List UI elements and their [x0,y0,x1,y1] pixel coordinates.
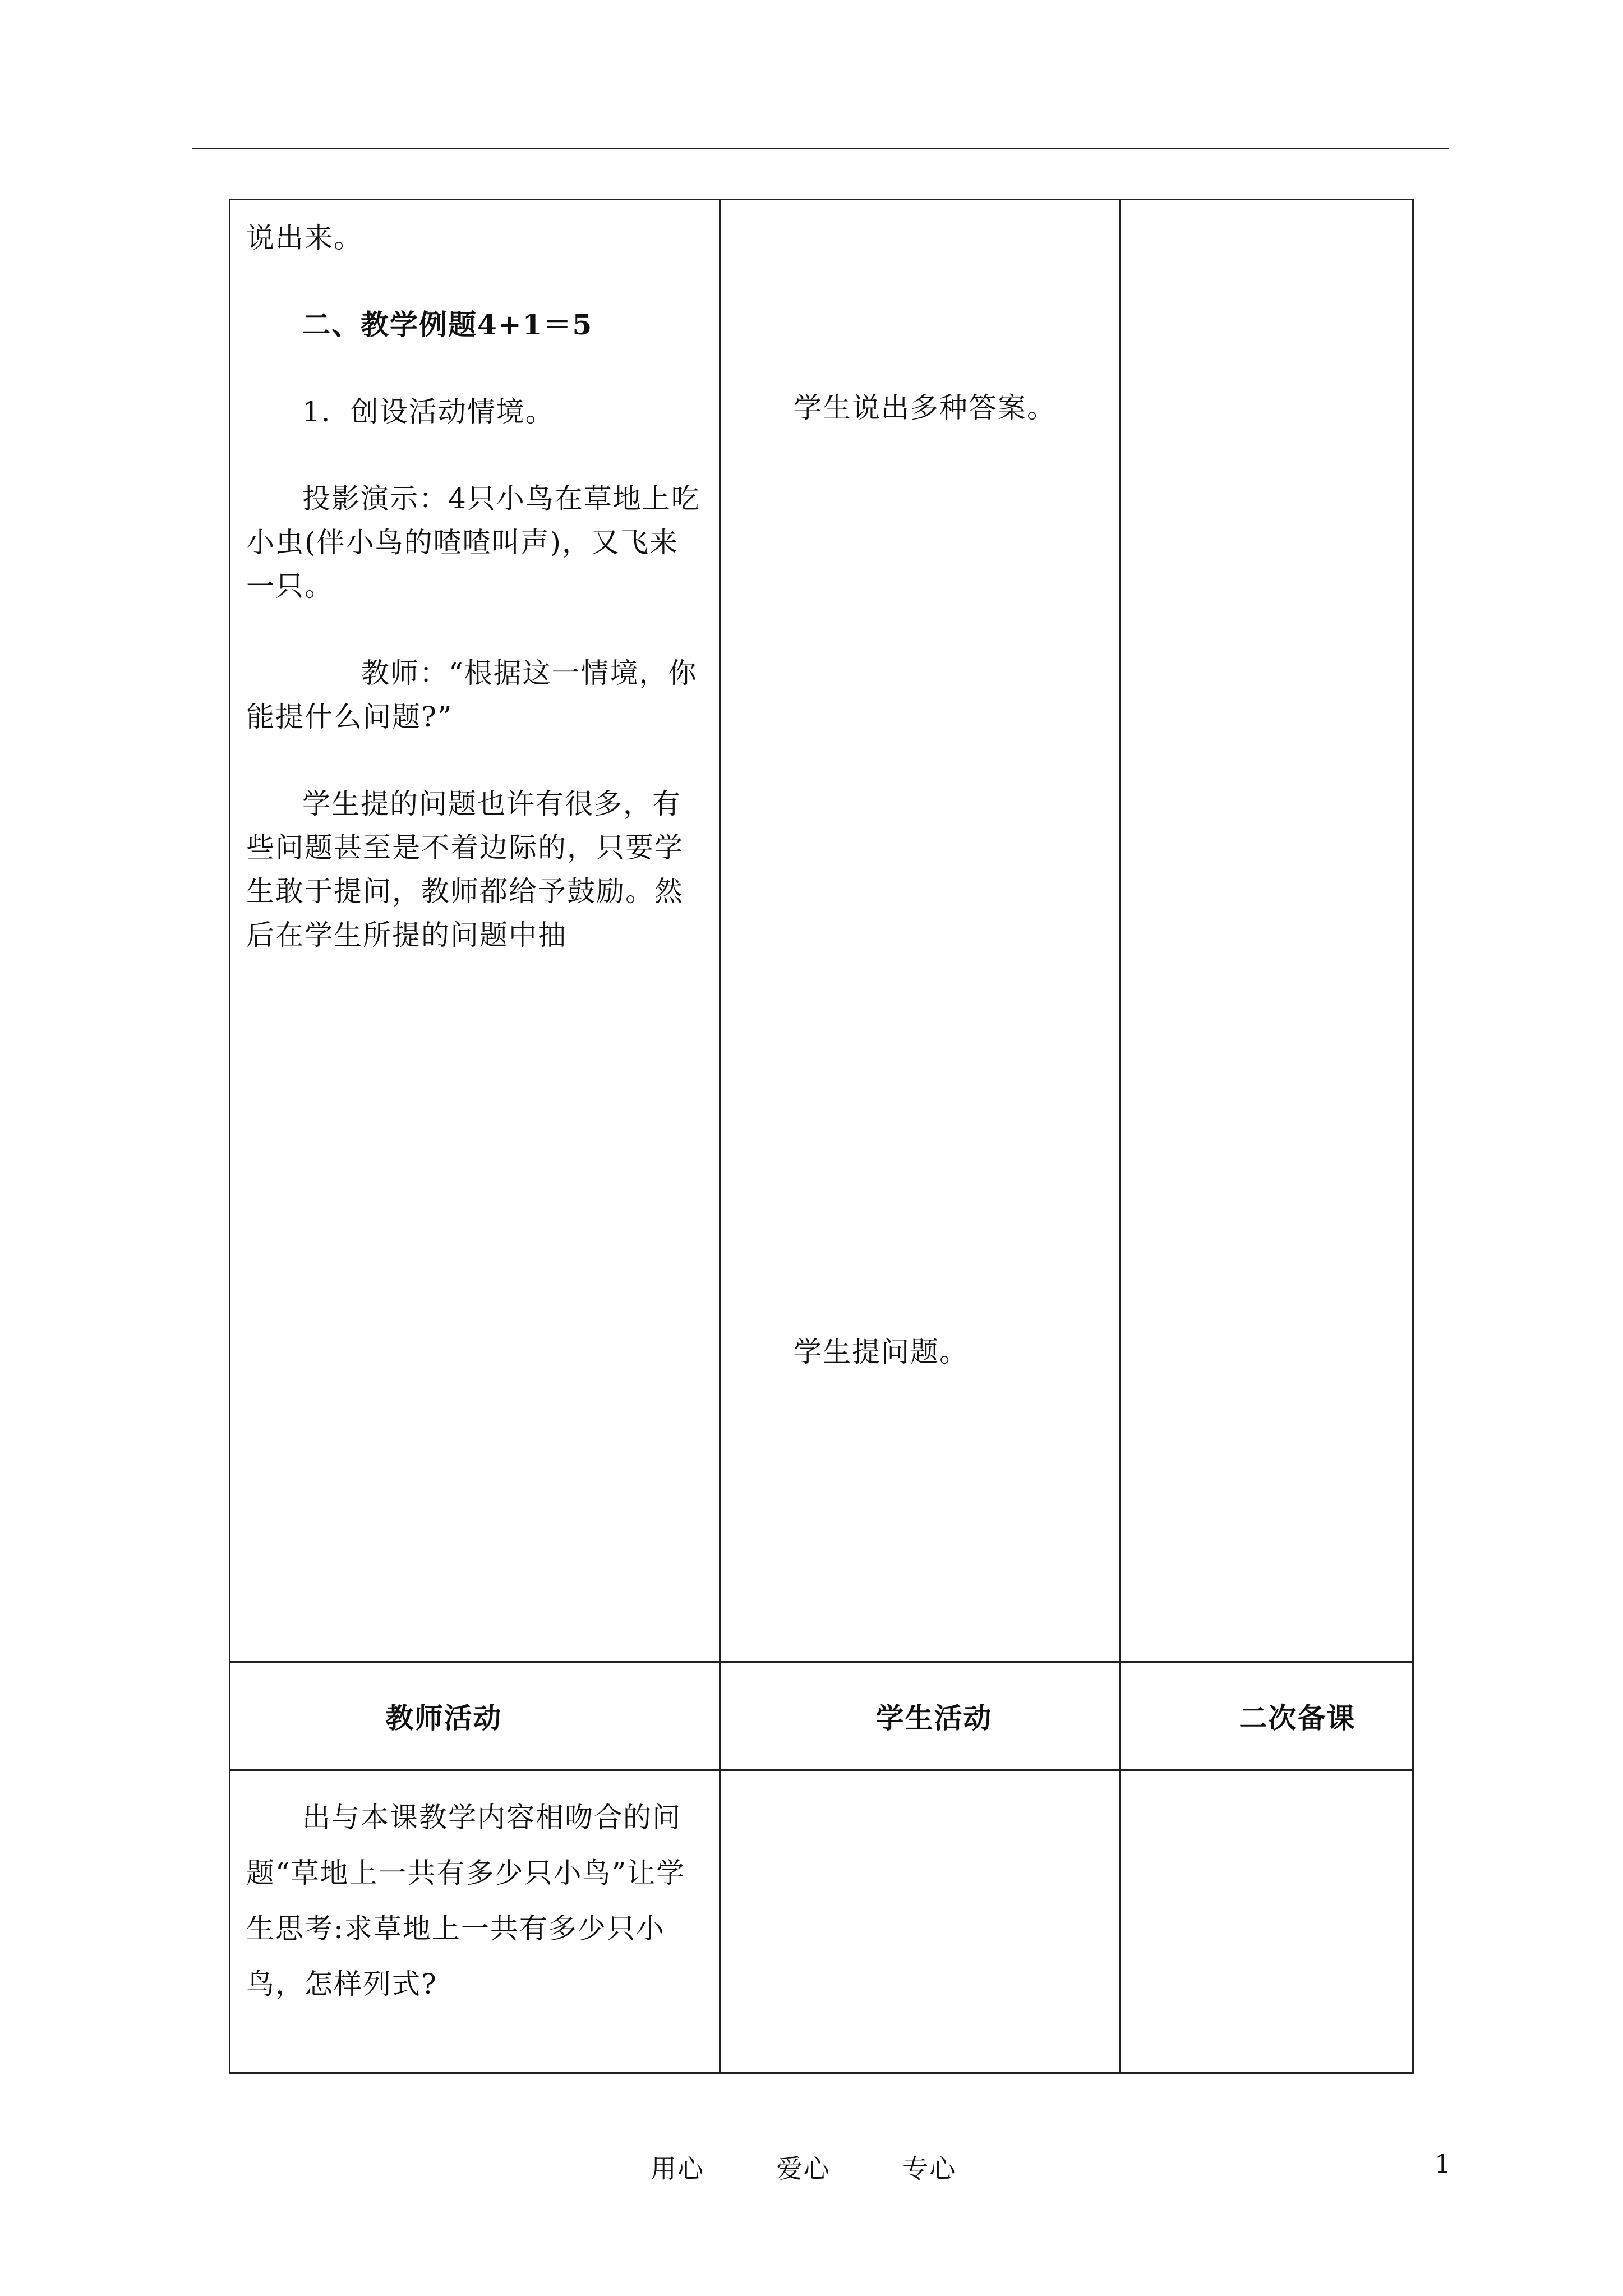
column-header-teacher: 教师活动 [230,1662,720,1770]
footer-motto: 专心 [902,2154,957,2184]
student-activity-cell [720,200,1121,1662]
table-row [230,200,1413,1662]
page-number: 1 [1435,2148,1451,2179]
section-heading: 二、教学例题4+1＝5 [302,308,593,341]
teacher-activity-cell [230,200,720,1662]
column-header-second-prep: 二次备课 [1121,1662,1413,1770]
student-note: 学生说出多种答案。 [794,392,1056,424]
paragraph: 出与本课教学内容相吻合的问题“草地上一共有多少只小鸟”让学生思考:求草地上一共有多少只小鸟，怎样列式? [246,1801,686,2000]
paragraph: 1．创设活动情境。 [302,395,555,428]
table-row [230,1770,1413,2073]
student-activity-cell [720,1770,1121,2073]
paragraph: 教师：“根据这一情境，你能提什么问题?” [246,657,698,733]
table-header-row [230,1662,1413,1770]
footer-motto: 爱心 [776,2154,831,2184]
second-prep-cell [1121,1770,1413,2073]
lesson-plan-table [229,199,1414,2074]
header-rule [192,148,1449,149]
footer-motto: 用心 [651,2154,704,2184]
teacher-activity-cell [230,1770,720,2073]
footer-mottos [651,2148,1019,2185]
paragraph: 学生提的问题也许有很多，有些问题甚至是不着边际的，只要学生敢于提问，教师都给予鼓励。然后在学生所提的问题中抽 [246,788,684,951]
second-prep-cell [1121,200,1413,1662]
paragraph: 说出来。 [246,222,363,254]
student-note: 学生提问题。 [794,1336,969,1368]
paragraph: 投影演示：4只小鸟在草地上吃小虫(伴小鸟的喳喳叫声)，又飞来一只。 [246,482,700,602]
column-header-student: 学生活动 [720,1662,1121,1770]
